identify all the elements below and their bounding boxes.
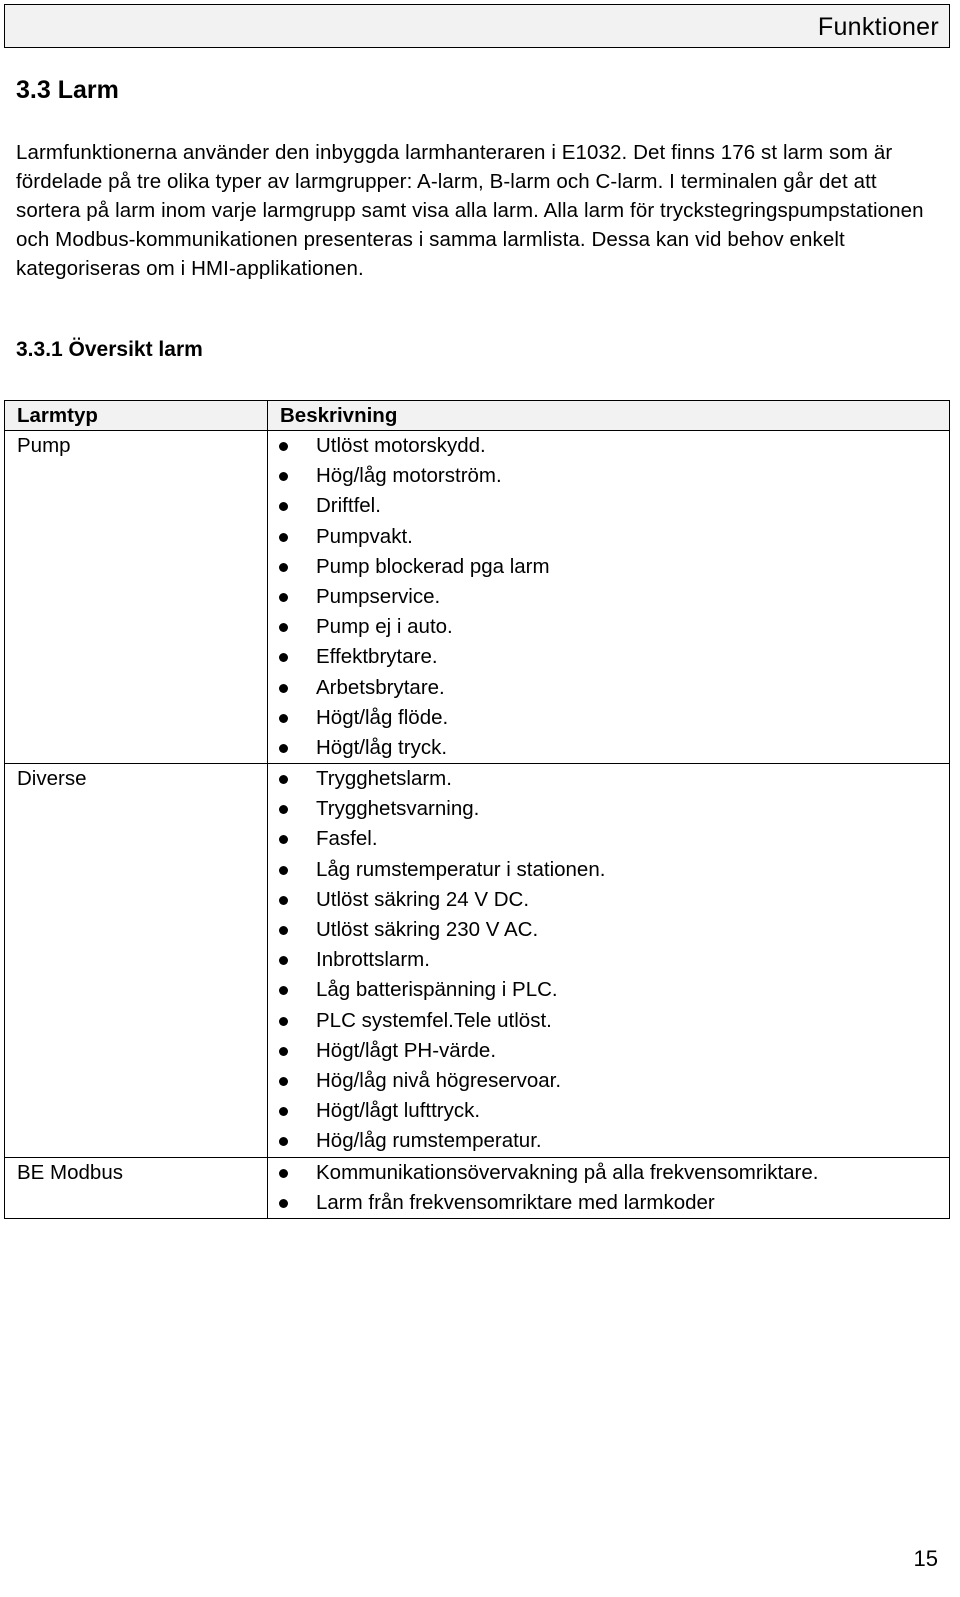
bullet-icon [279,533,288,542]
list-item-text: Högt/låg flöde. [316,705,449,729]
bullet-icon [279,896,288,905]
alarm-description-cell [268,431,950,764]
list-item [268,1006,949,1036]
section-title: 3.3 Larm [16,76,119,104]
list-item-text: Utlöst säkring 24 V DC. [316,887,530,911]
bullet-icon [279,835,288,844]
table-body [5,431,950,1219]
list-item [268,733,949,763]
bullet-icon [279,775,288,784]
intro-paragraph: Larmfunktionerna använder den inbyggda larmhanteraren i E1032. Det finns 176 st larm som är fördelade på tre olika typer av larmgrupper: A-larm, B-larm och C-larm. I terminalen går det att sortera på larm inom varje larmgrupp samt visa alla larm. Alla larm för tryckstegringspumpstationen och Modbus-kommunikationen presenteras i samma larmlista. Dessa kan vid behov enkelt kategoriseras om i HMI-applikationen. [16,141,924,280]
bullet-icon [279,1107,288,1116]
list-item-text: Hög/låg nivå högreservoar. [316,1068,562,1092]
list-item [268,491,949,521]
alarm-description-list [268,764,949,1156]
list-item-text: Pump ej i auto. [316,615,453,639]
alarm-description-list [268,431,949,763]
list-item [268,673,949,703]
bullet-icon [279,502,288,511]
bullet-icon [279,593,288,602]
alarm-description-list [268,1158,949,1218]
alarm-description-cell [268,1157,950,1218]
list-item-text: Högt/lågt lufttryck. [316,1099,481,1123]
list-item [268,522,949,552]
table-row [5,431,950,764]
list-item [268,1158,949,1188]
list-item-text: PLC systemfel.Tele utlöst. [316,1008,552,1032]
list-item-text: Låg batterispänning i PLC. [316,978,558,1002]
list-item [268,431,949,461]
bullet-icon [279,1077,288,1086]
list-item-text: Kommunikationsövervakning på alla frekvensomriktare. [316,1160,819,1184]
list-item-text: Hög/låg motorström. [316,464,502,488]
list-item [268,582,949,612]
bullet-icon [279,956,288,965]
header-beskrivning-label: Beskrivning [280,404,398,427]
page-number: 15 [913,1546,938,1571]
list-item [268,885,949,915]
list-item [268,703,949,733]
bullet-icon [279,472,288,481]
list-item [268,642,949,672]
header-larmtyp [5,401,268,431]
header-title: Funktioner [817,13,939,41]
alarm-type-cell [5,431,268,764]
list-item-text: Pump blockerad pga larm [316,554,550,578]
alarm-overview-table [4,400,950,1219]
bullet-icon [279,926,288,935]
bullet-icon [279,684,288,693]
list-item-text: Driftfel. [316,494,381,518]
bullet-icon [279,1047,288,1056]
bullet-icon [279,866,288,875]
list-item [268,461,949,491]
bullet-icon [279,653,288,662]
page-header [4,4,950,48]
bullet-icon [279,1017,288,1026]
bullet-icon [279,1137,288,1146]
alarm-type-cell [5,1157,268,1218]
list-item [268,1096,949,1126]
list-item [268,945,949,975]
list-item-text: Trygghetsvarning. [316,797,480,821]
header-beskrivning [268,401,950,431]
bullet-icon [279,805,288,814]
list-item-text: Pumpservice. [316,584,441,608]
table-row [5,764,950,1157]
list-item [268,855,949,885]
header-larmtyp-label: Larmtyp [17,404,98,427]
list-item [268,1126,949,1156]
list-item [268,794,949,824]
list-item-text: Trygghetslarm. [316,767,452,791]
list-item-text: Högt/lågt PH-värde. [316,1038,497,1062]
alarm-description-cell [268,764,950,1157]
list-item-text: Effektbrytare. [316,645,438,669]
list-item-text: Fasfel. [316,827,378,851]
subsection-title: 3.3.1 Översikt larm [16,338,203,361]
alarm-type-label: Pump [17,434,71,457]
list-item-text: Högt/låg tryck. [316,735,448,759]
bullet-icon [279,1169,288,1178]
bullet-icon [279,986,288,995]
list-item-text: Pumpvakt. [316,524,413,548]
alarm-type-cell [5,764,268,1157]
list-item-text: Utlöst säkring 230 V AC. [316,918,539,941]
table-row [5,1157,950,1218]
bullet-icon [279,714,288,723]
list-item-text: Låg rumstemperatur i stationen. [316,857,606,881]
list-item-text: Hög/låg rumstemperatur. [316,1129,542,1153]
list-item [268,975,949,1005]
list-item-text: Arbetsbrytare. [316,675,445,699]
list-item [268,824,949,854]
list-item-text: Larm från frekvensomriktare med larmkoder [316,1190,715,1214]
bullet-icon [279,623,288,632]
list-item [268,612,949,642]
list-item [268,915,949,945]
list-item [268,1066,949,1096]
bullet-icon [279,442,288,451]
bullet-icon [279,563,288,572]
list-item [268,1036,949,1066]
list-item-text: Inbrottslarm. [316,948,430,972]
bullet-icon [279,1199,288,1208]
table-header-row [5,401,950,431]
list-item [268,552,949,582]
bullet-icon [279,744,288,753]
list-item [268,764,949,794]
alarm-type-label: Diverse [17,767,87,791]
list-item-text: Utlöst motorskydd. [316,434,486,457]
alarm-type-label: BE Modbus [17,1160,123,1184]
list-item [268,1188,949,1218]
